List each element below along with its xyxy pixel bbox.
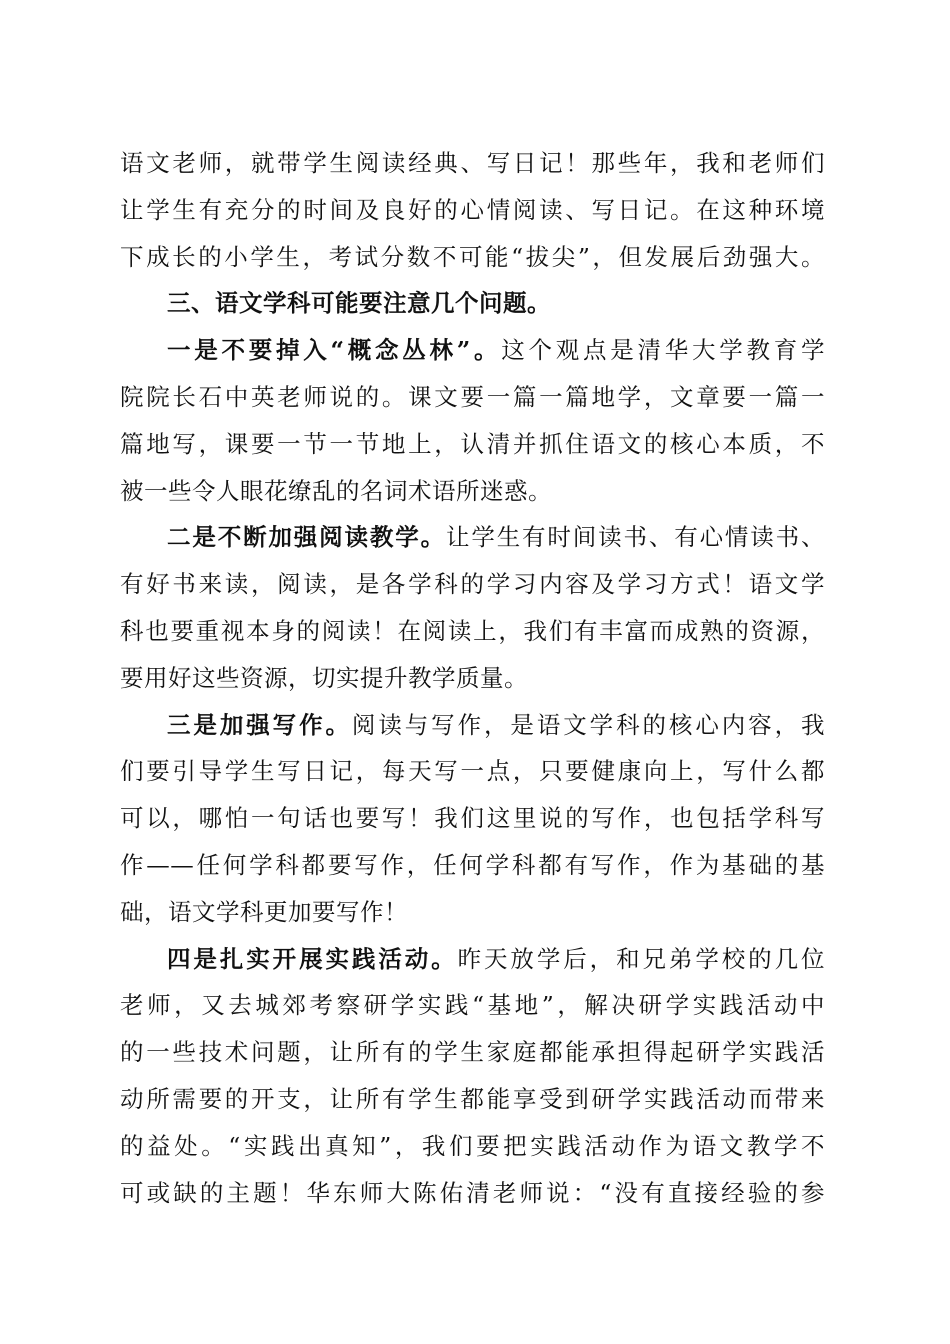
point-text: 让学生有时间读书、有心情读书、 — [445, 523, 826, 552]
text-line: 的益处。“实践出真知”，我们要把实践活动作为语文教学不 — [120, 1131, 825, 1160]
document-body — [120, 140, 825, 1216]
text-line: 可以，哪怕一句话也要写！我们这里说的写作，也包括学科写 — [120, 804, 825, 833]
text-line: 让学生有充分的时间及良好的心情阅读、写日记。在这种环境 — [120, 195, 825, 224]
point-text: 阅读与写作，是语文学科的核心内容，我 — [351, 710, 826, 739]
text-line: 础，语文学科更加要写作！ — [120, 897, 408, 926]
text-line — [120, 514, 825, 561]
text-line: 院院长石中英老师说的。课文要一篇一篇地学，文章要一篇一 — [120, 382, 825, 411]
text-line: 动所需要的开支，让所有学生都能享受到研学实践活动而带来 — [120, 1084, 825, 1113]
text-line — [120, 327, 825, 374]
text-line: 作——任何学科都要写作，任何学科都有写作，作为基础的基 — [120, 850, 825, 879]
text-line: 要用好这些资源，切实提升教学质量。 — [120, 663, 528, 692]
text-line: 被一些令人眼花缭乱的名词术语所迷惑。 — [120, 476, 552, 505]
point-lead: 三是加强写作。 — [167, 710, 352, 739]
text-line — [120, 936, 825, 983]
point-text: 昨天放学后，和兄弟学校的几位 — [457, 944, 826, 973]
text-line: 老师，又去城郊考察研学实践“基地”，解决研学实践活动中 — [120, 991, 825, 1020]
section-heading: 三、语文学科可能要注意几个问题。 — [167, 289, 551, 318]
paragraph-point-2 — [120, 514, 825, 701]
text-line: 科也要重视本身的阅读！在阅读上，我们有丰富而成熟的资源， — [120, 616, 825, 645]
point-lead: 四是扎实开展实践活动。 — [167, 944, 458, 973]
point-text: 这个观点是清华大学教育学 — [501, 336, 825, 365]
text-line: 语文老师，就带学生阅读经典、写日记！那些年，我和老师们 — [120, 149, 825, 177]
text-line: 们要引导学生写日记，每天写一点，只要健康向上，写什么都 — [120, 757, 825, 786]
paragraph-point-4 — [120, 936, 825, 1217]
text-line: 有好书来读，阅读，是各学科的学习内容及学习方式！语文学 — [120, 570, 825, 599]
text-line: 下成长的小学生，考试分数不可能“拔尖”，但发展后劲强大。 — [120, 242, 825, 271]
text-line: 的一些技术问题，让所有的学生家庭都能承担得起研学实践活 — [120, 1038, 825, 1067]
text-line: 可或缺的主题！华东师大陈佑清老师说：“没有直接经验的参 — [120, 1178, 825, 1207]
paragraph-point-3 — [120, 702, 825, 936]
point-lead: 一是不要掉入“概念丛林”。 — [167, 336, 502, 365]
text-line: 篇地写，课要一节一节地上，认清并抓住语文的核心本质，不 — [120, 429, 825, 458]
paragraph-continuation — [120, 140, 825, 280]
point-lead: 二是不断加强阅读教学。 — [167, 523, 446, 552]
paragraph-point-1 — [120, 327, 825, 514]
text-line — [120, 702, 825, 749]
